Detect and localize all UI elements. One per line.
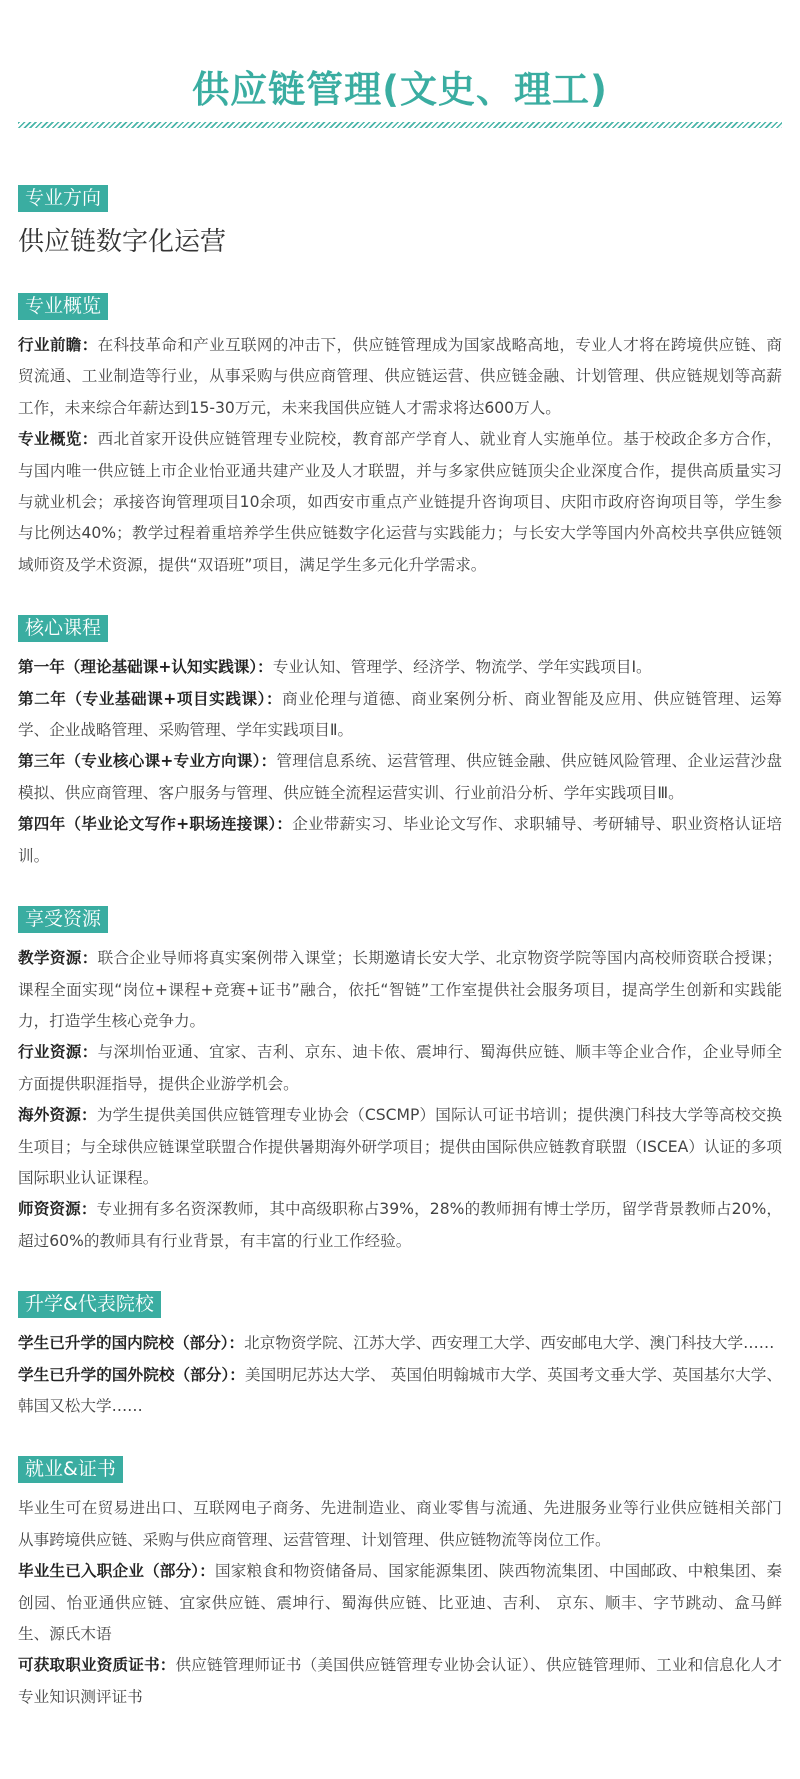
course-year [18,684,782,747]
section-resources [0,906,800,1257]
paragraph-text: 西北首家开设供应链管理专业院校，教育部产学育人、就业育人实施单位。基于校政企多方合作，与国内唯一供应链上市企业怡亚通共建产业及人才联盟，并与多家供应链顶尖企业深度合作，提供高质量实习与就业机会；承接咨询管理项目10余项，如西安市重点产业链提升咨询项目、庆阳市政府咨询项目等，学生参与比例达40%；教学过程着重培养学生供应链数字化运营与实践能力；与长安大学等国内外高校共享供应链领域师资及学术资源，提供“双语班”项目，满足学生多元化升学需求。 [18,430,782,574]
section-courses [0,615,800,872]
paragraph-text: 企业带薪实习、毕业论文写作、求职辅导、考研辅导、职业资格认证培训。 [18,815,782,865]
career-intro: 毕业生可在贸易进出口、互联网电子商务、先进制造业、商业零售与流通、先进服务业等行业供应链相关部门从事跨境供应链、采购与供应商管理、运营管理、计划管理、供应链物流等岗位工作。 [18,1499,782,1549]
major-name: 供应链数字化运营 [18,227,227,257]
page-title: 供应链管理(文史、理工) [192,68,608,111]
section-tag: 专业方向 [18,185,108,212]
section-tag: 升学&代表院校 [18,1291,161,1318]
paragraph-label: 毕业生已入职企业（部分）： [18,1562,216,1581]
paragraph-label: 第一年（理论基础课+认知实践课）： [18,658,273,677]
title-divider [18,122,782,128]
section-tag: 专业概览 [18,293,108,320]
career-paragraph [18,1650,782,1713]
resource-paragraph [18,1037,782,1100]
paragraph-text: 商业伦理与道德、商业案例分析、商业智能及应用、供应链管理、运筹学、企业战略管理、采购管理、学年实践项目Ⅱ。 [18,689,782,740]
section-direction [0,185,800,262]
paragraph-text: 美国明尼苏达大学、 英国伯明翰城市大学、英国考文垂大学、英国基尔大学、韩国又松大学…… [18,1365,782,1415]
school-paragraph [18,1360,782,1423]
section-tag: 就业&证书 [18,1456,123,1483]
paragraph-label: 第二年（专业基础课+项目实践课）： [18,689,283,708]
paragraph-label: 师资资源： [18,1200,97,1219]
resource-paragraph [18,1194,782,1257]
section-career [0,1456,800,1713]
paragraph-label: 海外资源： [18,1106,97,1125]
paragraph-text: 在科技革命和产业互联网的冲击下，供应链管理成为国家战略高地，专业人才将在跨境供应链、商贸流通、工业制造等行业，从事采购与供应商管理、供应链运营、供应链金融、计划管理、供应链规划等高薪工作，未来综合年薪达到15-30万元，未来我国供应链人才需求将达600万人。 [18,336,782,417]
course-year [18,746,782,809]
section-schools [0,1291,800,1422]
course-year [18,652,782,683]
resource-paragraph [18,943,782,1037]
career-paragraph [18,1556,782,1650]
paragraph-text: 专业认知、管理学、经济学、物流学、学年实践项目Ⅰ。 [272,658,652,677]
section-tag: 核心课程 [18,615,108,642]
paragraph-label: 可获取职业资质证书： [18,1656,176,1675]
paragraph-text: 专业拥有多名资深教师，其中高级职称占39%，28%的教师拥有博士学历，留学背景教师占20%，超过60%的教师具有行业背景，有丰富的行业工作经验。 [18,1200,782,1250]
paragraph-label: 教学资源： [18,949,98,968]
paragraph-text: 北京物资学院、江苏大学、西安理工大学、西安邮电大学、澳门科技大学…… [244,1334,775,1353]
paragraph-label: 行业资源： [18,1043,98,1062]
paragraph-text: 联合企业导师将真实案例带入课堂；长期邀请长安大学、北京物资学院等国内高校师资联合授课；课程全面实现“岗位+课程+竞赛+证书”融合，依托“智链”工作室提供社会服务项目，提高学生创新和实践能力，打造学生核心竞争力。 [18,949,782,1030]
paragraph-label: 行业前瞻： [18,336,98,354]
paragraph-text: 国家粮食和物资储备局、国家能源集团、陕西物流集团、中国邮政、中粮集团、秦创园、怡亚通供应链、宜家供应链、震坤行、蜀海供应链、比亚迪、吉利、 京东、顺丰、字节跳动、盒马鲜生、源氏木语 [18,1562,782,1643]
section-tag: 享受资源 [18,906,108,933]
paragraph-label: 学生已升学的国内院校（部分）： [18,1334,245,1353]
section-overview [0,293,800,581]
paragraph-label: 第三年（专业核心课+专业方向课）： [18,752,277,771]
paragraph-text: 管理信息系统、运营管理、供应链金融、供应链风险管理、企业运营沙盘模拟、供应商管理、客户服务与管理、供应链全流程运营实训、行业前沿分析、学年实践项目Ⅲ。 [18,752,782,802]
school-paragraph [18,1328,782,1359]
paragraph-text: 与深圳怡亚通、宜家、吉利、京东、迪卡侬、震坤行、蜀海供应链、顺丰等企业合作，企业导师全方面提供职涯指导，提供企业游学机会。 [18,1043,782,1093]
overview-paragraph [18,424,782,581]
paragraph-text: 供应链管理师证书（美国供应链管理专业协会认证）、供应链管理师、工业和信息化人才专业知识测评证书 [18,1656,782,1706]
paragraph-text: 为学生提供美国供应链管理专业协会（CSCMP）国际认可证书培训；提供澳门科技大学等高校交换生项目；与全球供应链课堂联盟合作提供暑期海外研学项目；提供由国际供应链教育联盟（ISCEA）认证的多项国际职业认证课程。 [18,1106,782,1187]
resource-paragraph [18,1100,782,1194]
overview-paragraph [18,330,782,424]
paragraph-label: 第四年（毕业论文写作+职场连接课）： [18,815,293,834]
paragraph-label: 专业概览： [18,430,98,449]
course-year [18,809,782,872]
paragraph-label: 学生已升学的国外院校（部分）： [18,1365,245,1384]
